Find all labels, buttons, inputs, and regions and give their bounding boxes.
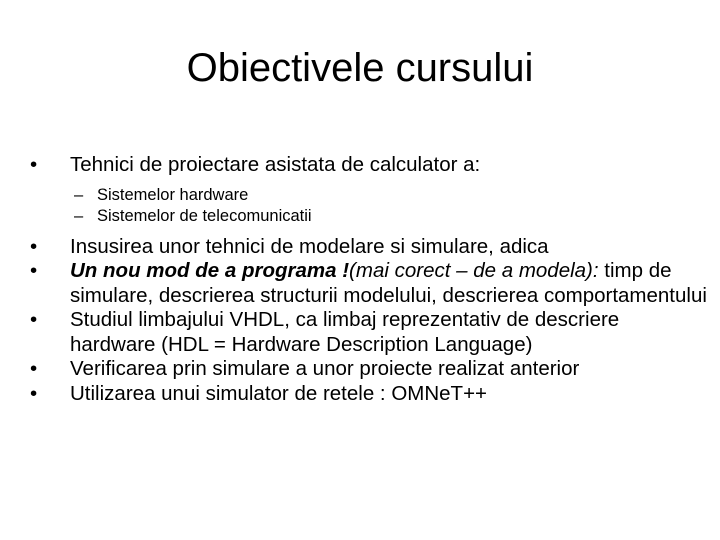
bullet-icon: • (30, 153, 38, 176)
bullet-text: Tehnici de proiectare asistata de calculator a: (70, 153, 481, 176)
sub-item-hardware (30, 185, 710, 207)
bullet-item-verificarea (30, 357, 710, 382)
bullet-item-programa (30, 259, 710, 308)
sub-item-telecom (30, 206, 710, 228)
bullet-text: Verificarea prin simulare a unor proiecte realizat anterior (70, 357, 580, 380)
bullet-list (30, 153, 710, 406)
bullet-emphasis: Un nou mod de a programa ! (70, 259, 350, 282)
sub-item-text: Sistemelor hardware (97, 185, 249, 204)
sub-item-text: Sistemelor de telecomunicatii (97, 207, 312, 225)
bullet-icon: • (30, 308, 38, 331)
bullet-item-cad (30, 153, 710, 178)
bullet-icon: • (30, 234, 38, 258)
spacer (30, 228, 710, 235)
bullet-text: Insusirea unor tehnici de modelare si simulare, adica (70, 234, 549, 258)
bullet-icon: • (30, 357, 38, 380)
dash-icon: – (74, 207, 84, 225)
bullet-italic: (mai corect – de a modela): (349, 259, 599, 282)
bullet-icon: • (30, 381, 38, 405)
slide-title: Obiectivele cursului (186, 46, 534, 90)
bullet-item-omnet (30, 382, 710, 407)
bullet-text: Studiul limbajului VHDL, ca limbaj reprezentativ de descriere hardware (HDL = Hardware Description Language) (70, 308, 620, 356)
dash-icon: – (74, 185, 84, 204)
bullet-item-vhdl (30, 308, 710, 357)
bullet-item-modelare (30, 235, 710, 260)
bullet-text: Utilizarea unui simulator de retele : OMNeT++ (70, 381, 488, 405)
bullet-text: timp de simulare, descrierea structurii modelului, descrierea comportamentului (70, 259, 707, 307)
bullet-icon: • (30, 259, 38, 282)
